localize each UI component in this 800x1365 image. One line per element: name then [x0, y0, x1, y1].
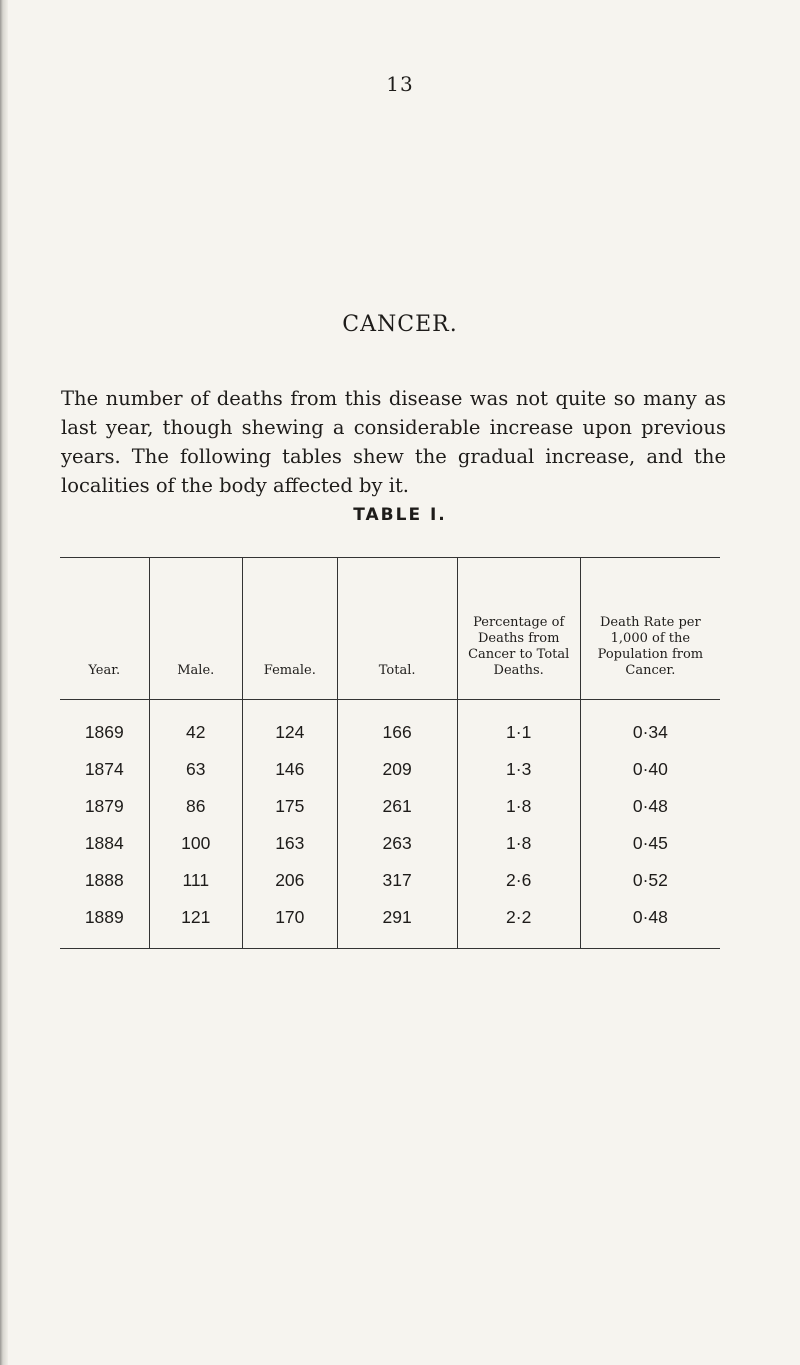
- cell-year: 1869: [84, 722, 124, 742]
- page-edge-shadow: [0, 0, 8, 1365]
- cell-female: 170: [242, 899, 337, 949]
- cell-percentage: 2·6: [457, 862, 580, 899]
- table-title: TABLE I.: [353, 505, 447, 525]
- header-male: Male.: [149, 558, 242, 700]
- cell-male: 100: [149, 825, 242, 862]
- cell-percentage: 2·2: [457, 899, 580, 949]
- cell-year: 1884: [84, 833, 124, 853]
- cell-total: 263: [337, 825, 457, 862]
- cell-death-rate: 0·34: [580, 700, 720, 752]
- table-row: [60, 899, 720, 949]
- intro-paragraph: The number of deaths from this disease was not quite so many as last year, though shewing a considerable increase upon previous years. The following tables shew the gradual increase, and the localities of the body affected by it.: [61, 386, 726, 497]
- cell-total: 291: [337, 899, 457, 949]
- cell-female: 124: [242, 700, 337, 752]
- cell-death-rate: 0·40: [580, 751, 720, 788]
- table-row: [60, 700, 720, 752]
- cell-male: 121: [149, 899, 242, 949]
- cell-female: 175: [242, 788, 337, 825]
- cell-male: 86: [149, 788, 242, 825]
- cell-percentage: 1·8: [457, 788, 580, 825]
- header-total: Total.: [337, 558, 457, 700]
- cell-female: 146: [242, 751, 337, 788]
- cell-female: 206: [242, 862, 337, 899]
- cell-total: 209: [337, 751, 457, 788]
- table-row: [60, 862, 720, 899]
- cell-total: 166: [337, 700, 457, 752]
- cell-death-rate: 0·48: [580, 788, 720, 825]
- header-female: Female.: [242, 558, 337, 700]
- cancer-deaths-table: [60, 557, 720, 949]
- table-row: [60, 788, 720, 825]
- table-row: [60, 751, 720, 788]
- cell-female: 163: [242, 825, 337, 862]
- cell-death-rate: 0·45: [580, 825, 720, 862]
- page-number: 13: [386, 72, 414, 96]
- cell-percentage: 1·3: [457, 751, 580, 788]
- cell-year: 1888: [84, 870, 124, 890]
- cell-percentage: 1·8: [457, 825, 580, 862]
- cell-percentage: 1·1: [457, 700, 580, 752]
- header-percentage: Percentage of Deaths from Cancer to Total Deaths.: [457, 558, 580, 700]
- cell-year: 1874: [84, 759, 124, 779]
- cell-death-rate: 0·48: [580, 899, 720, 949]
- cell-year: 1889: [60, 899, 149, 949]
- section-title: CANCER.: [342, 312, 458, 337]
- header-year: Year.: [60, 558, 149, 700]
- cell-total: 317: [337, 862, 457, 899]
- table-row: [60, 825, 720, 862]
- cell-male: 42: [149, 700, 242, 752]
- cell-total: 261: [337, 788, 457, 825]
- cell-male: 111: [149, 862, 242, 899]
- cell-death-rate: 0·52: [580, 862, 720, 899]
- table-header-row: [60, 558, 720, 700]
- cell-male: 63: [149, 751, 242, 788]
- cell-year: 1879: [84, 796, 124, 816]
- header-death-rate: Death Rate per 1,000 of the Population from Cancer.: [580, 558, 720, 700]
